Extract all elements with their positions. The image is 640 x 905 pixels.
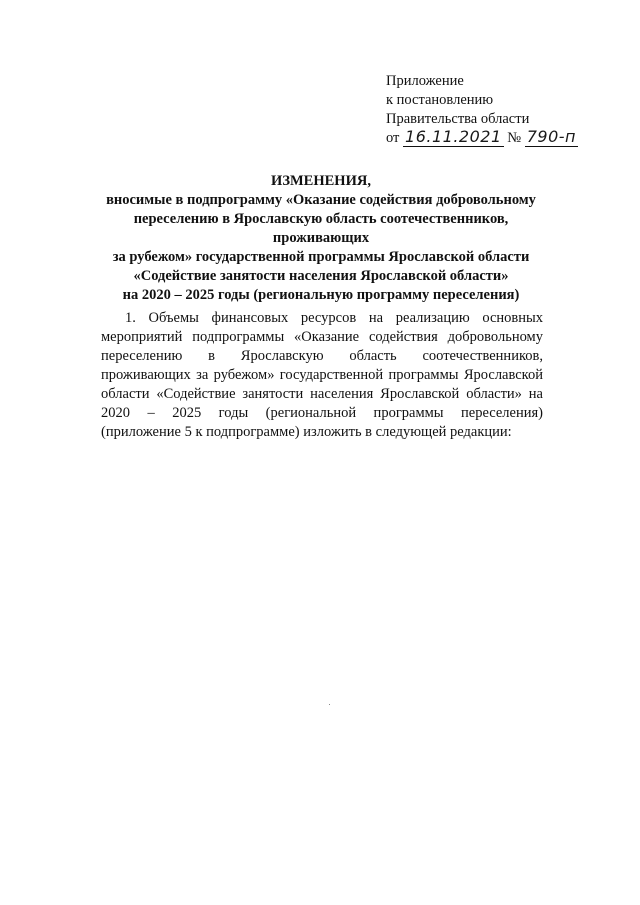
number-field xyxy=(525,129,578,147)
handwritten-number: 790-п xyxy=(526,127,577,146)
body-paragraph-1: 1. Объемы финансовых ресурсов на реализацию основных мероприятий подпрограммы «Оказание содействия добровольному переселению в Ярославскую область соотечественников, проживающих за рубежом» государственной программы Ярославской области «Содействие занятости населения Ярославской области» на 2020 – 2025 годы (региональной программы переселения) (приложение 5 к подпрограмме) изложить в следующей редакции: xyxy=(101,309,543,440)
date-field xyxy=(403,129,504,147)
number-label: № xyxy=(507,130,522,146)
scan-speck xyxy=(329,704,330,705)
heading-line-4: «Содействие занятости населения Ярославской области» xyxy=(133,268,509,284)
from-label: от xyxy=(386,130,400,146)
heading-line-5: на 2020 – 2025 годы (региональную программу переселения) xyxy=(122,287,520,303)
appendix-line-3: Правительства области xyxy=(386,111,530,127)
handwritten-date: 16.11.2021 xyxy=(405,127,502,146)
heading-line-3: за рубежом» государственной программы Ярославской области xyxy=(112,249,530,265)
document-heading xyxy=(96,172,546,305)
date-number-line xyxy=(386,129,616,149)
heading-line-1: вносимые в подпрограмму «Оказание содействия добровольному xyxy=(106,192,536,208)
appendix-line-1: Приложение xyxy=(386,73,464,89)
appendix-line-2: к постановлению xyxy=(386,92,494,108)
heading-title: ИЗМЕНЕНИЯ, xyxy=(271,173,371,189)
appendix-block xyxy=(386,72,616,149)
heading-line-2: переселению в Ярославскую область соотечественников, проживающих xyxy=(133,211,509,246)
